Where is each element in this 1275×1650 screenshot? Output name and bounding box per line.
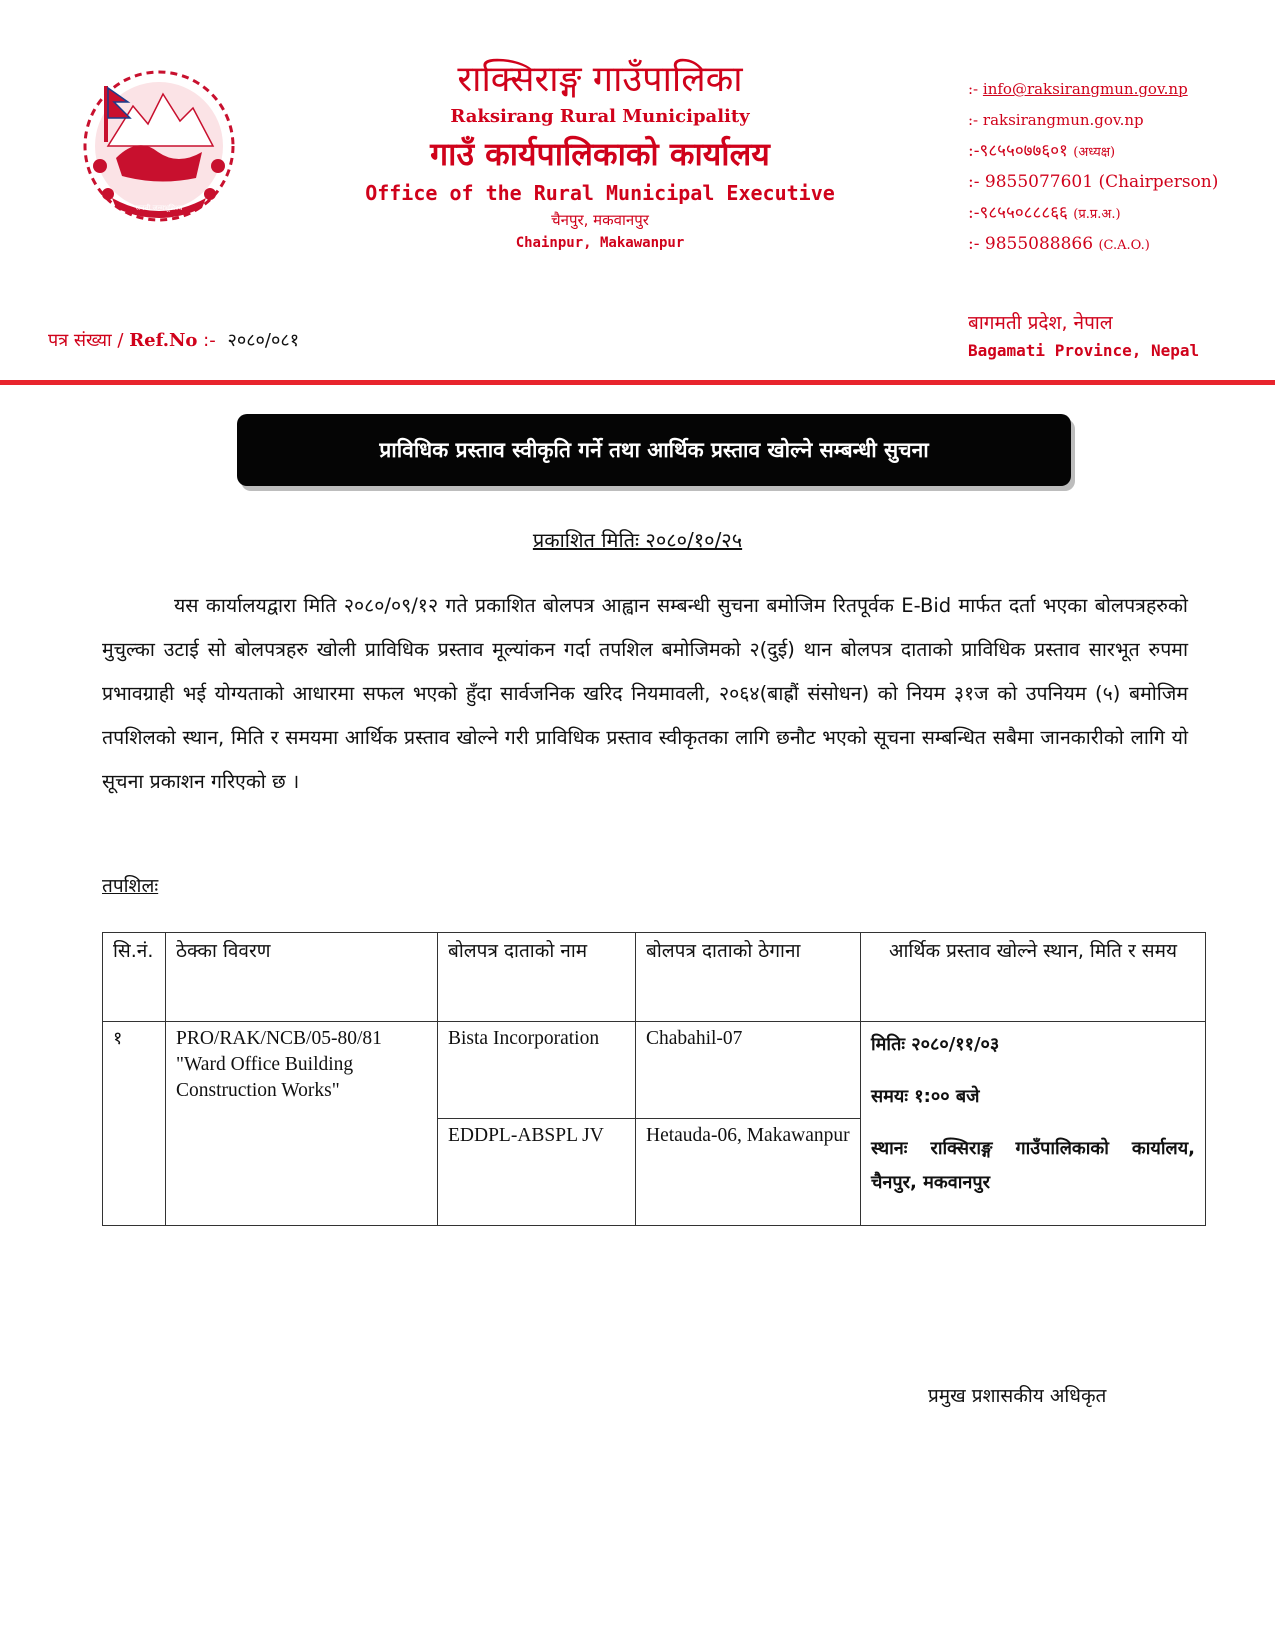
cell-bidder-name: EDDPL-ABSPL JV [438, 1119, 636, 1226]
header-bidder-address: बोलपत्र दाताको ठेगाना [636, 933, 861, 1022]
municipality-name-en: Raksirang Rural Municipality [450, 106, 750, 127]
contact-block [968, 74, 1268, 260]
opening-time: समयः १:०० बजे [871, 1086, 980, 1107]
contact-email[interactable]: :- info@raksirangmun.gov.np [968, 80, 1188, 98]
bid-table [102, 932, 1206, 1226]
notice-body: यस कार्यालयद्वारा मिति २०८०/०९/१२ गते प्रकाशित बोलपत्र आह्वान सम्बन्धी सुचना बमोजिम रितपूर्वक E-Bid मार्फत दर्ता भएका बोलपत्रहरुको मुचुल्का उटाई सो बोलपत्रहरु खोली प्राविधिक प्रस्ताव मूल्यांकन गर्दा तपशिल बमोजिमको २(दुई) थान बोलपत्र दाताको प्राविधिक प्रस्ताव सारभूत रुपमा प्रभावग्राही भई योग्यताको आधारमा सफल भएको हुँदा सार्वजनिक खरिद नियमावली, २०६४(बाह्रौं संसोधन) को नियम ३१ज को उपनियम (५) बमोजिम तपशिलको स्थान, मिति र समयमा आर्थिक प्रस्ताव खोल्ने गरी प्राविधिक प्रस्ताव स्वीकृतका लागि छनौट भएको सूचना सम्बन्धित सबैमा जानकारीको लागि यो सूचना प्रकाशन गरिएको छ । [102, 594, 1188, 793]
table-header-row [103, 933, 1206, 1022]
cell-serial: १ [103, 1022, 166, 1226]
cell-opening-details [861, 1022, 1206, 1226]
header-divider [0, 380, 1275, 385]
published-date: प्रकाशित मितिः २०८०/१०/२५ [532, 528, 743, 552]
province-np: बागमती प्रदेश, नेपाल [968, 312, 1113, 334]
reference-number: पत्र संख्या / Ref.No :- २०८०/०८१ [48, 330, 300, 351]
svg-text:जननी जन्मभूमिश्च: जननी जन्मभूमिश्च [135, 204, 183, 212]
ref-value: २०८०/०८१ [227, 330, 300, 351]
notice-title-banner [237, 414, 1071, 486]
office-name-np: गाउँ कार्यपालिकाको कार्यालय [430, 135, 770, 173]
cell-bidder-name: Bista Incorporation [438, 1022, 636, 1119]
letterhead-center [300, 56, 900, 254]
contact-phone-chair-np: :-९८५५०७७६०१ (अध्यक्ष) [968, 141, 1116, 161]
ref-label-np: पत्र संख्या [48, 330, 112, 351]
signature-title: प्रमुख प्रशासकीय अधिकृत [928, 1385, 1107, 1407]
contact-website[interactable]: :- raksirangmun.gov.np [968, 111, 1144, 129]
contact-phone-cao-en: :- 9855088866 (C.A.O.) [968, 234, 1150, 254]
government-emblem [78, 66, 240, 226]
schedule-label: तपशिलः [102, 875, 159, 897]
municipality-name-np: राक्सिराङ्ग गाउँपालिका [457, 59, 743, 100]
province-block [968, 308, 1199, 364]
cell-contract: PRO/RAK/NCB/05-80/81 "Ward Office Building Construction Works" [166, 1022, 438, 1226]
ref-label-en: Ref.No [129, 330, 198, 351]
notice-title: प्राविधिक प्रस्ताव स्वीकृति गर्ने तथा आर्थिक प्रस्ताव खोल्ने सम्बन्धी सुचना [379, 438, 929, 462]
header-contract: ठेक्का विवरण [166, 933, 438, 1022]
contact-phone-chair-en: :- 9855077601 (Chairperson) [968, 172, 1219, 192]
contact-phone-cao-np: :-९८५५०८८८६६ (प्र.प्र.अ.) [968, 203, 1121, 223]
header-serial: सि.नं. [103, 933, 166, 1022]
table-row [103, 1022, 1206, 1119]
cell-bidder-address: Chabahil-07 [636, 1022, 861, 1119]
address-np: चैनपुर, मकवानपुर [551, 211, 649, 229]
cell-bidder-address: Hetauda-06, Makawanpur [636, 1119, 861, 1226]
opening-date: मितिः २०८०/११/०३ [871, 1034, 1000, 1055]
header-opening-details: आर्थिक प्रस्ताव खोल्ने स्थान, मिति र समय [861, 933, 1206, 1022]
opening-venue: स्थानः राक्सिराङ्ग गाउँपालिकाको कार्यालय, चैनपुर, मकवानपुर [871, 1138, 1195, 1193]
header-bidder-name: बोलपत्र दाताको नाम [438, 933, 636, 1022]
province-en: Bagamati Province, Nepal [968, 341, 1200, 360]
office-name-en: Office of the Rural Municipal Executive [365, 181, 835, 205]
address-en: Chainpur, Makawanpur [515, 235, 685, 251]
